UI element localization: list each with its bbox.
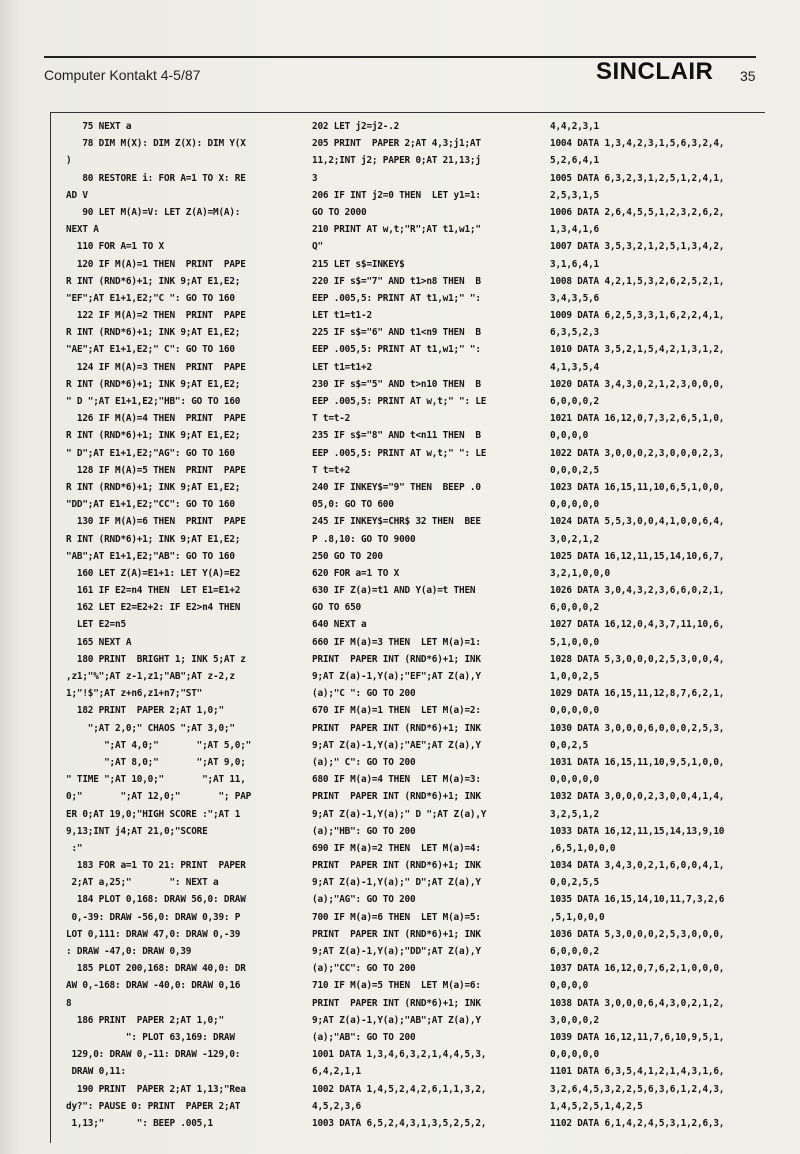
code-line: Q" bbox=[312, 241, 323, 253]
code-line: :" bbox=[66, 842, 83, 854]
code-line: 670 IF M(a)=1 THEN LET M(a)=2: bbox=[312, 705, 481, 717]
code-line: PRINT PAPER INT (RND*6)+1; INK bbox=[312, 928, 481, 940]
code-line: 128 IF M(A)=5 THEN PRINT PAPE bbox=[66, 464, 246, 476]
code-line: 1009 DATA 6,2,5,3,3,1,6,2,2,4,1, bbox=[550, 310, 725, 322]
code-line: 1022 DATA 3,0,0,0,2,3,0,0,0,2,3, bbox=[550, 447, 725, 459]
code-line: ";AT 2,0;" CHAOS ";AT 3,0;" bbox=[66, 722, 235, 734]
section-title: SINCLAIR bbox=[596, 58, 714, 85]
code-line: 680 IF M(a)=4 THEN LET M(a)=3: bbox=[312, 774, 481, 786]
code-line: 700 IF M(a)=6 THEN LET M(a)=5: bbox=[312, 911, 481, 923]
code-line: EEP .005,5: PRINT AT w,t;" ": LE bbox=[312, 447, 487, 459]
code-line: 129,0: DRAW 0,-11: DRAW -129,0: bbox=[66, 1049, 241, 1061]
code-line: 160 LET Z(A)=E1+1: LET Y(A)=E2 bbox=[66, 567, 241, 579]
code-line: 120 IF M(A)=1 THEN PRINT PAPE bbox=[66, 258, 246, 270]
code-line: 5,1,0,0,0 bbox=[550, 636, 599, 648]
code-line: 126 IF M(A)=4 THEN PRINT PAPE bbox=[66, 413, 246, 425]
code-line: (a);"C ": GO TO 200 bbox=[312, 688, 416, 700]
code-line: 3,2,6,4,5,3,2,2,5,6,3,6,1,2,4,3, bbox=[550, 1083, 725, 1095]
code-line: 11,2;INT j2; PAPER 0;AT 21,13;j bbox=[312, 155, 481, 167]
code-line: 80 RESTORE i: FOR A=1 TO X: RE bbox=[66, 172, 246, 184]
listing-column-2 bbox=[312, 118, 486, 1132]
code-line: 245 IF INKEY$=CHR$ 32 THEN BEE bbox=[312, 516, 481, 528]
code-line: 206 IF INT j2=0 THEN LET y1=1: bbox=[312, 189, 481, 201]
code-line: 3,0,2,1,2 bbox=[550, 533, 599, 545]
code-line: 190 PRINT PAPER 2;AT 1,13;"Rea bbox=[66, 1083, 246, 1095]
code-line: 6,0,0,0,2 bbox=[550, 602, 599, 614]
code-line: LOT 0,111: DRAW 47,0: DRAW 0,-39 bbox=[66, 928, 241, 940]
code-line: 710 IF M(a)=5 THEN LET M(a)=6: bbox=[312, 980, 481, 992]
code-line: ,5,1,0,0,0 bbox=[550, 911, 605, 923]
code-line: 6,4,2,1,1 bbox=[312, 1066, 361, 1078]
code-line: 1002 DATA 1,4,5,2,4,2,6,1,1,3,2, bbox=[312, 1083, 487, 1095]
code-line: ,z1;"%";AT z-1,z1;"AB";AT z-2,z bbox=[66, 671, 235, 682]
code-line: 240 IF INKEY$="9" THEN BEEP .0 bbox=[312, 481, 481, 493]
code-line: 1037 DATA 16,12,0,7,6,2,1,0,0,0, bbox=[550, 963, 725, 975]
code-line: 0,0,0,0 bbox=[550, 430, 589, 442]
code-line: R INT (RND*6)+1; INK 9;AT E1,E2; bbox=[66, 378, 241, 390]
code-line: R INT (RND*6)+1; INK 9;AT E1,E2; bbox=[66, 327, 241, 339]
code-line: 3,2,1,0,0,0 bbox=[550, 567, 610, 579]
code-line: 1029 DATA 16,15,11,12,8,7,6,2,1, bbox=[550, 688, 725, 700]
code-line: 1008 DATA 4,2,1,5,3,2,6,2,5,2,1, bbox=[550, 275, 725, 287]
code-line: "AB";AT E1+1,E2;"AB": GO TO 160 bbox=[66, 550, 235, 562]
code-line: 110 FOR A=1 TO X bbox=[66, 241, 164, 253]
code-line: 9,13;INT j4;AT 21,0;"SCORE bbox=[66, 825, 208, 837]
code-line: 620 FOR a=1 TO X bbox=[312, 567, 400, 579]
code-line: EEP .005,5: PRINT AT t1,w1;" ": bbox=[312, 292, 481, 304]
code-line: 1007 DATA 3,5,3,2,1,2,5,1,3,4,2, bbox=[550, 241, 725, 253]
code-line: 3,4,3,5,6 bbox=[550, 292, 599, 304]
code-line: EEP .005,5: PRINT AT w,t;" ": LE bbox=[312, 396, 487, 407]
code-line: PRINT PAPER INT (RND*6)+1; INK bbox=[312, 860, 481, 872]
listing-column-3 bbox=[550, 118, 724, 1132]
code-line: 0,0,0,0,0 bbox=[550, 705, 599, 717]
code-line: ) bbox=[66, 155, 72, 167]
code-line: 235 IF s$="8" AND t<n11 THEN B bbox=[312, 430, 481, 442]
code-line: (a);"HB": GO TO 200 bbox=[312, 825, 416, 837]
code-line: 0;" ";AT 12,0;" "; PAP bbox=[66, 791, 252, 803]
code-line: 1034 DATA 3,4,3,0,2,1,6,0,0,4,1, bbox=[550, 860, 725, 872]
code-line: 1020 DATA 3,4,3,0,2,1,2,3,0,0,0, bbox=[550, 378, 725, 390]
code-line: 1036 DATA 5,3,0,0,0,2,5,3,0,0,0, bbox=[550, 928, 725, 940]
code-line: 1025 DATA 16,12,11,15,14,10,6,7, bbox=[550, 550, 725, 562]
code-line: T t=t+2 bbox=[312, 464, 351, 476]
code-line: 1030 DATA 3,0,0,0,6,0,0,0,2,5,3, bbox=[550, 722, 725, 734]
code-line: 2;AT a,25;" ": NEXT a bbox=[66, 877, 219, 889]
page-number: 35 bbox=[740, 68, 756, 84]
code-line: "DD";AT E1+1,E2;"CC": GO TO 160 bbox=[66, 499, 235, 511]
code-line: 1031 DATA 16,15,11,10,9,5,1,0,0, bbox=[550, 756, 725, 768]
code-line: 1028 DATA 5,3,0,0,0,2,5,3,0,0,4, bbox=[550, 653, 725, 665]
code-line: 1006 DATA 2,6,4,5,5,1,2,3,2,6,2, bbox=[550, 206, 725, 218]
code-line: 90 LET M(A)=V: LET Z(A)=M(A): bbox=[66, 206, 241, 218]
code-line: 1102 DATA 6,1,4,2,4,5,3,1,2,6,3, bbox=[550, 1117, 725, 1129]
code-line: 1,13;" ": BEEP .005,1 bbox=[66, 1117, 213, 1129]
code-line: R INT (RND*6)+1; INK 9;AT E1,E2; bbox=[66, 275, 241, 287]
code-line: 185 PLOT 200,168: DRAW 40,0: DR bbox=[66, 963, 246, 975]
code-line: R INT (RND*6)+1; INK 9;AT E1,E2; bbox=[66, 533, 241, 545]
code-line: 3,1,6,4,1 bbox=[550, 258, 599, 270]
code-line: PRINT PAPER INT (RND*6)+1; INK bbox=[312, 791, 481, 803]
code-line: 6,0,0,0,2 bbox=[550, 946, 599, 957]
code-line: 1,4,5,2,5,1,4,2,5 bbox=[550, 1100, 643, 1112]
code-line: 1035 DATA 16,15,14,10,11,7,3,2,6 bbox=[550, 894, 725, 906]
code-line: 1;"!$";AT z+n6,z1+n7;"ST" bbox=[66, 688, 203, 700]
code-line: 0,0,0,0,0 bbox=[550, 774, 599, 786]
code-line: 250 GO TO 200 bbox=[312, 550, 383, 562]
code-line: 0,0,2,5,5 bbox=[550, 877, 599, 889]
code-line: 0,-39: DRAW -56,0: DRAW 0,39: P bbox=[66, 911, 241, 923]
code-line: 9;AT Z(a)-1,Y(a);"AB";AT Z(a),Y bbox=[312, 1014, 481, 1026]
code-line: 1024 DATA 5,5,3,0,0,4,1,0,0,6,4, bbox=[550, 516, 725, 528]
code-line: 1027 DATA 16,12,0,4,3,7,11,10,6, bbox=[550, 619, 725, 631]
code-line: PRINT PAPER INT (RND*6)+1; INK bbox=[312, 997, 481, 1009]
code-line: 6,3,5,2,3 bbox=[550, 327, 599, 339]
code-line: 3,0,0,0,2 bbox=[550, 1014, 599, 1026]
code-line: 1033 DATA 16,12,11,15,14,13,9,10 bbox=[550, 825, 725, 837]
code-line: R INT (RND*6)+1; INK 9;AT E1,E2; bbox=[66, 481, 241, 493]
code-line: R INT (RND*6)+1; INK 9;AT E1,E2; bbox=[66, 430, 241, 442]
code-line: 205 PRINT PAPER 2;AT 4,3;j1;AT bbox=[312, 138, 481, 150]
code-line: 0,0,2,5 bbox=[550, 739, 589, 751]
code-line: LET E2=n5 bbox=[66, 619, 126, 631]
code-line: 225 IF s$="6" AND t1<n9 THEN B bbox=[312, 327, 481, 339]
code-line: 1010 DATA 3,5,2,1,5,4,2,1,3,1,2, bbox=[550, 344, 725, 356]
code-line: 1032 DATA 3,0,0,0,2,3,0,0,4,1,4, bbox=[550, 791, 725, 803]
code-line: 0,0,0,0 bbox=[550, 980, 589, 992]
code-line: ER 0;AT 19,0;"HIGH SCORE :";AT 1 bbox=[66, 808, 241, 820]
code-line: "AE";AT E1+1,E2;" C": GO TO 160 bbox=[66, 344, 235, 356]
code-line: (a);"CC": GO TO 200 bbox=[312, 963, 416, 975]
code-line: 4,5,2,3,6 bbox=[312, 1100, 361, 1112]
code-line: "EF";AT E1+1,E2;"C ": GO TO 160 bbox=[66, 292, 235, 304]
code-line: 1101 DATA 6,3,5,4,1,2,1,4,3,1,6, bbox=[550, 1066, 725, 1078]
code-line: ";AT 8,0;" ";AT 9,0; bbox=[66, 756, 246, 768]
code-line: T t=t-2 bbox=[312, 413, 351, 425]
code-line: 9;AT Z(a)-1,Y(a);" D";AT Z(a),Y bbox=[312, 877, 481, 889]
code-line: 1026 DATA 3,0,4,3,2,3,6,6,0,2,1, bbox=[550, 585, 725, 597]
code-line: 1038 DATA 3,0,0,0,6,4,3,0,2,1,2, bbox=[550, 997, 725, 1009]
code-line: 220 IF s$="7" AND t1>n8 THEN B bbox=[312, 275, 481, 287]
code-line: 161 IF E2=n4 THEN LET E1=E1+2 bbox=[66, 585, 241, 597]
code-line: 640 NEXT a bbox=[312, 619, 367, 631]
code-line: " D ";AT E1+1,E2;"HB": GO TO 160 bbox=[66, 396, 241, 407]
code-line: LET t1=t1+2 bbox=[312, 361, 372, 373]
code-line: 690 IF M(a)=2 THEN LET M(a)=4: bbox=[312, 842, 481, 854]
code-line: 182 PRINT PAPER 2;AT 1,0;" bbox=[66, 705, 224, 717]
code-line: 1,0,0,2,5 bbox=[550, 671, 599, 682]
code-line: " D";AT E1+1,E2;"AG": GO TO 160 bbox=[66, 447, 235, 459]
code-line: dy?": PAUSE 0: PRINT PAPER 2;AT bbox=[66, 1100, 241, 1112]
magazine-issue: Computer Kontakt 4-5/87 bbox=[44, 67, 201, 83]
code-line: 1,3,4,1,6 bbox=[550, 224, 599, 236]
code-line: 5,2,6,4,1 bbox=[550, 155, 599, 167]
code-line: 3 bbox=[312, 172, 318, 184]
code-line: 184 PLOT 0,168: DRAW 56,0: DRAW bbox=[66, 894, 246, 906]
code-line: ": PLOT 63,169: DRAW bbox=[66, 1031, 235, 1043]
code-line: 4,4,2,3,1 bbox=[550, 121, 599, 132]
code-line: EEP .005,5: PRINT AT t1,w1;" ": bbox=[312, 344, 481, 356]
code-line: 122 IF M(A)=2 THEN PRINT PAPE bbox=[66, 310, 246, 322]
code-line: 75 NEXT a bbox=[66, 121, 132, 132]
code-line: 630 IF Z(a)=t1 AND Y(a)=t THEN bbox=[312, 585, 476, 597]
code-line: " TIME ";AT 10,0;" ";AT 11, bbox=[66, 774, 246, 786]
code-line: AW 0,-168: DRAW -40,0: DRAW 0,16 bbox=[66, 980, 241, 992]
code-line: 78 DIM M(X): DIM Z(X): DIM Y(X bbox=[66, 138, 246, 150]
code-line: : DRAW -47,0: DRAW 0,39 bbox=[66, 946, 192, 957]
code-line: PRINT PAPER INT (RND*6)+1; INK bbox=[312, 722, 481, 734]
code-line: (a);"AB": GO TO 200 bbox=[312, 1031, 416, 1043]
code-line: 9;AT Z(a)-1,Y(a);"EF";AT Z(a),Y bbox=[312, 671, 481, 682]
code-line: 183 FOR a=1 TO 21: PRINT PAPER bbox=[66, 860, 246, 872]
code-line: ,6,5,1,0,0,0 bbox=[550, 842, 616, 854]
code-line: 2,5,3,1,5 bbox=[550, 189, 599, 201]
code-line: 9;AT Z(a)-1,Y(a);"AE";AT Z(a),Y bbox=[312, 739, 481, 751]
code-line: 1039 DATA 16,12,11,7,6,10,9,5,1, bbox=[550, 1031, 725, 1043]
code-line: (a);" C": GO TO 200 bbox=[312, 756, 416, 768]
code-line: 180 PRINT BRIGHT 1; INK 5;AT z bbox=[66, 653, 246, 665]
code-line: LET t1=t1-2 bbox=[312, 310, 372, 322]
code-line: 3,2,5,1,2 bbox=[550, 808, 599, 820]
code-line: 0,0,0,0,0 bbox=[550, 499, 599, 511]
code-line: 9;AT Z(a)-1,Y(a);" D ";AT Z(a),Y bbox=[312, 808, 487, 820]
code-line: 202 LET j2=j2-.2 bbox=[312, 121, 400, 132]
code-line: 0,0,0,0,0 bbox=[550, 1049, 599, 1061]
code-line: 1004 DATA 1,3,4,2,3,1,5,6,3,2,4, bbox=[550, 138, 725, 150]
code-line: (a);"AG": GO TO 200 bbox=[312, 894, 416, 906]
code-line: AD V bbox=[66, 189, 88, 201]
code-line: 130 IF M(A)=6 THEN PRINT PAPE bbox=[66, 516, 246, 528]
code-line: ";AT 4,0;" ";AT 5,0;" bbox=[66, 739, 252, 751]
listing-column-1 bbox=[66, 118, 251, 1132]
code-line: GO TO 2000 bbox=[312, 206, 367, 218]
code-line: 6,0,0,0,2 bbox=[550, 396, 599, 407]
code-line: 9;AT Z(a)-1,Y(a);"DD";AT Z(a),Y bbox=[312, 946, 481, 957]
code-line: 210 PRINT AT w,t;"R";AT t1,w1;" bbox=[312, 224, 481, 236]
code-line: PRINT PAPER INT (RND*6)+1; INK bbox=[312, 653, 481, 665]
code-line: 215 LET s$=INKEY$ bbox=[312, 258, 405, 270]
code-line: 660 IF M(a)=3 THEN LET M(a)=1: bbox=[312, 636, 481, 648]
code-line: 4,1,3,5,4 bbox=[550, 361, 599, 373]
code-line: 162 LET E2=E2+2: IF E2>n4 THEN bbox=[66, 602, 241, 614]
code-line: 165 NEXT A bbox=[66, 636, 132, 648]
code-line: P .8,10: GO TO 9000 bbox=[312, 533, 416, 545]
code-line: 8 bbox=[66, 997, 72, 1009]
code-line: 1005 DATA 6,3,2,3,1,2,5,1,2,4,1, bbox=[550, 172, 725, 184]
code-line: NEXT A bbox=[66, 224, 99, 236]
code-line: 1023 DATA 16,15,11,10,6,5,1,0,0, bbox=[550, 481, 725, 493]
code-line: 05,0: GO TO 600 bbox=[312, 499, 394, 511]
code-line: DRAW 0,11: bbox=[66, 1066, 126, 1078]
code-line: 124 IF M(A)=3 THEN PRINT PAPE bbox=[66, 361, 246, 373]
code-line: 1003 DATA 6,5,2,4,3,1,3,5,2,5,2, bbox=[312, 1117, 487, 1129]
code-line: GO TO 650 bbox=[312, 602, 361, 614]
code-line: 0,0,0,2,5 bbox=[550, 464, 599, 476]
code-line: 230 IF s$="5" AND t>n10 THEN B bbox=[312, 378, 481, 390]
code-line: 186 PRINT PAPER 2;AT 1,0;" bbox=[66, 1014, 224, 1026]
code-line: 1001 DATA 1,3,4,6,3,2,1,4,4,5,3, bbox=[312, 1049, 487, 1061]
code-line: 1021 DATA 16,12,0,7,3,2,6,5,1,0, bbox=[550, 413, 725, 425]
